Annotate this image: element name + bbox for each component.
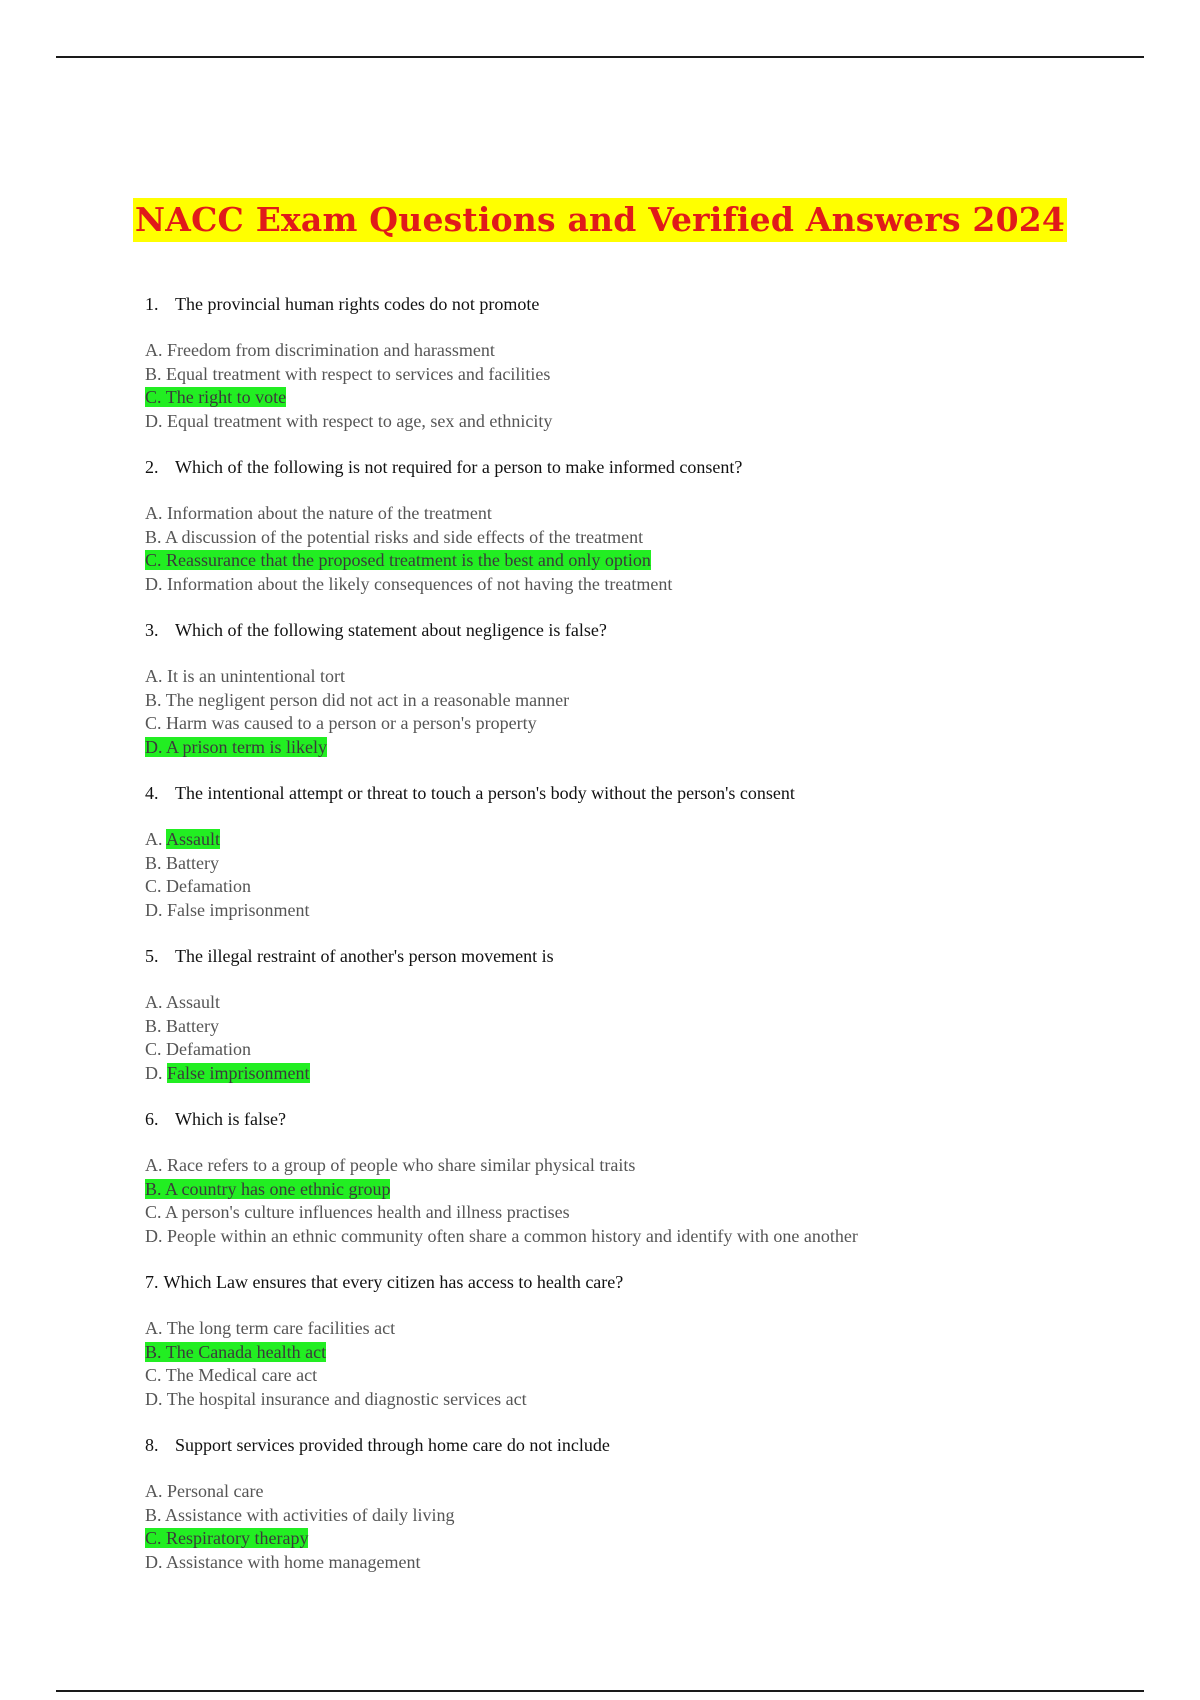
answer-text: The negligent person did not act in a reasonable manner xyxy=(165,689,570,710)
answer-option xyxy=(145,386,1145,410)
answer-option xyxy=(145,689,1145,713)
answer-text: Information about the likely consequences of not having the treatment xyxy=(167,573,673,594)
answer-text: Race refers to a group of people who share similar physical traits xyxy=(167,1155,636,1175)
correct-answer-highlight xyxy=(166,829,220,849)
question-6 xyxy=(145,1108,1145,1271)
correct-answer-highlight xyxy=(145,1179,390,1199)
correct-answer-highlight xyxy=(167,1063,310,1083)
answer-text: Information about the nature of the treatment xyxy=(167,503,492,523)
answer-text: The Medical care act xyxy=(165,1365,318,1385)
answer-letter: D. xyxy=(145,736,163,757)
answer-text: Equal treatment with respect to services and facilities xyxy=(166,363,551,384)
answer-letter: D. xyxy=(145,1388,163,1409)
answer-letter: B. xyxy=(145,689,162,710)
answer-option xyxy=(145,1225,1145,1249)
answer-letter: A. xyxy=(145,666,163,686)
answer-text: Assault xyxy=(166,992,221,1012)
question-8 xyxy=(145,1434,1145,1597)
correct-answer-text: The Canada health act xyxy=(165,1341,327,1362)
question-text-line xyxy=(145,1108,1145,1131)
answer-option xyxy=(145,1504,1145,1528)
answer-letter: A. xyxy=(145,992,163,1012)
correct-answer-text: False imprisonment xyxy=(167,1062,310,1083)
answer-option xyxy=(145,1062,1145,1086)
answer-letter: D. xyxy=(145,899,163,920)
answer-text: Battery xyxy=(166,1015,219,1036)
answer-letter: A. xyxy=(145,829,163,849)
answer-options xyxy=(145,828,1145,922)
question-2 xyxy=(145,456,1145,619)
answer-text: People within an ethnic community often share a common history and identify with one another xyxy=(167,1225,858,1246)
question-4 xyxy=(145,782,1145,945)
answer-text: It is an unintentional tort xyxy=(167,666,345,686)
answer-text: Assistance with home management xyxy=(166,1551,421,1572)
question-text-line xyxy=(145,782,1145,805)
answer-letter: C. xyxy=(145,1528,162,1548)
answer-option xyxy=(145,1154,1145,1178)
answer-letter: B. xyxy=(145,1504,162,1525)
answer-letter: A. xyxy=(145,1318,163,1338)
answer-letter: B. xyxy=(145,1341,162,1362)
answer-letter: A. xyxy=(145,503,163,523)
top-rule xyxy=(56,56,1144,58)
answer-options xyxy=(145,1480,1145,1574)
correct-answer-text: Reassurance that the proposed treatment is the best and only option xyxy=(166,550,651,570)
answer-letter: B. xyxy=(145,1015,162,1036)
answer-text: Defamation xyxy=(166,876,251,896)
correct-answer-highlight xyxy=(145,1528,308,1548)
question-number: 4. xyxy=(145,783,159,803)
answer-option xyxy=(145,991,1145,1015)
answer-text: The long term care facilities act xyxy=(166,1318,396,1338)
question-number: 2. xyxy=(145,457,159,477)
answer-options xyxy=(145,1317,1145,1411)
correct-answer-text: A country has one ethnic group xyxy=(165,1178,391,1199)
question-1 xyxy=(145,293,1145,456)
question-text-line xyxy=(145,619,1145,642)
question-text-line xyxy=(145,1434,1145,1457)
question-7 xyxy=(145,1271,1145,1434)
answer-letter: D. xyxy=(145,1225,163,1246)
answer-option xyxy=(145,1480,1145,1504)
answer-letter: A. xyxy=(145,1155,163,1175)
answer-option xyxy=(145,875,1145,899)
title-container xyxy=(0,198,1200,242)
answer-option xyxy=(145,502,1145,526)
question-number: 6. xyxy=(145,1109,159,1129)
correct-answer-text: Respiratory therapy xyxy=(166,1528,309,1548)
answer-options xyxy=(145,665,1145,759)
answer-option xyxy=(145,1178,1145,1202)
question-text: Which Law ensures that every citizen has access to health care? xyxy=(163,1272,624,1292)
answer-text: Assistance with activities of daily living xyxy=(165,1504,455,1525)
answer-option xyxy=(145,526,1145,550)
answer-letter: A. xyxy=(145,340,163,360)
answer-option xyxy=(145,1015,1145,1039)
correct-answer-highlight xyxy=(145,550,651,570)
question-text: Which of the following is not required for a person to make informed consent? xyxy=(175,457,743,477)
correct-answer-highlight xyxy=(145,387,286,407)
answer-option xyxy=(145,1201,1145,1225)
answer-options xyxy=(145,502,1145,596)
question-number: 5. xyxy=(145,946,159,966)
correct-answer-text: The right to vote xyxy=(165,387,287,407)
answer-options xyxy=(145,991,1145,1085)
answer-letter: B. xyxy=(145,1178,162,1199)
question-5 xyxy=(145,945,1145,1108)
answer-letter: C. xyxy=(145,387,162,407)
answer-letter: B. xyxy=(145,526,162,547)
question-list xyxy=(145,293,1145,1597)
question-text: Which of the following statement about negligence is false? xyxy=(175,620,607,640)
answer-option xyxy=(145,1527,1145,1551)
answer-option xyxy=(145,736,1145,760)
answer-letter: C. xyxy=(145,1202,162,1222)
answer-text: A person's culture influences health and illness practises xyxy=(165,1202,570,1222)
question-text: Support services provided through home care do not include xyxy=(175,1435,610,1455)
correct-answer-text: Assault xyxy=(166,829,221,849)
answer-letter: D. xyxy=(145,573,163,594)
answer-text: Defamation xyxy=(166,1039,251,1059)
question-number: 8. xyxy=(145,1435,159,1455)
answer-letter: D. xyxy=(145,410,163,431)
answer-option xyxy=(145,1388,1145,1412)
answer-options xyxy=(145,1154,1145,1248)
question-text: The provincial human rights codes do not promote xyxy=(175,294,540,314)
correct-answer-highlight xyxy=(145,737,327,757)
question-text-line xyxy=(145,293,1145,316)
document-title: NACC Exam Questions and Verified Answers 2024 xyxy=(133,198,1067,242)
question-number: 7. xyxy=(145,1272,159,1292)
answer-letter: C. xyxy=(145,876,162,896)
answer-option xyxy=(145,410,1145,434)
correct-answer-text: A prison term is likely xyxy=(166,736,328,757)
answer-text: A discussion of the potential risks and side effects of the treatment xyxy=(165,526,644,547)
question-text: The intentional attempt or threat to touch a person's body without the person's consent xyxy=(175,783,795,803)
answer-letter: B. xyxy=(145,363,162,384)
bottom-rule xyxy=(56,1690,1144,1692)
answer-option xyxy=(145,363,1145,387)
question-number: 3. xyxy=(145,620,159,640)
answer-text: Battery xyxy=(166,852,219,873)
answer-option xyxy=(145,1317,1145,1341)
answer-text: False imprisonment xyxy=(167,899,310,920)
answer-option xyxy=(145,665,1145,689)
answer-text: Equal treatment with respect to age, sex and ethnicity xyxy=(167,410,553,431)
question-text-line xyxy=(145,1271,1145,1294)
correct-answer-highlight xyxy=(145,1342,326,1362)
answer-text: Freedom from discrimination and harassment xyxy=(167,340,495,360)
answer-option xyxy=(145,1038,1145,1062)
question-3 xyxy=(145,619,1145,782)
answer-option xyxy=(145,899,1145,923)
answer-option xyxy=(145,1364,1145,1388)
answer-option xyxy=(145,828,1145,852)
answer-option xyxy=(145,573,1145,597)
answer-options xyxy=(145,339,1145,433)
answer-letter: C. xyxy=(145,1039,162,1059)
question-text: The illegal restraint of another's person movement is xyxy=(175,946,554,966)
question-number: 1. xyxy=(145,294,159,314)
answer-option xyxy=(145,852,1145,876)
answer-text: The hospital insurance and diagnostic services act xyxy=(166,1388,527,1409)
question-text-line xyxy=(145,945,1145,968)
answer-option xyxy=(145,1341,1145,1365)
answer-letter: D. xyxy=(145,1062,163,1083)
answer-letter: B. xyxy=(145,852,162,873)
answer-letter: D. xyxy=(145,1551,163,1572)
question-text-line xyxy=(145,456,1145,479)
answer-letter: C. xyxy=(145,550,162,570)
question-text: Which is false? xyxy=(175,1109,286,1129)
answer-option xyxy=(145,1551,1145,1575)
answer-text: Personal care xyxy=(167,1481,264,1501)
answer-letter: A. xyxy=(145,1481,163,1501)
answer-option xyxy=(145,549,1145,573)
answer-option xyxy=(145,339,1145,363)
answer-text: Harm was caused to a person or a person's property xyxy=(166,713,537,733)
answer-letter: C. xyxy=(145,713,162,733)
answer-letter: C. xyxy=(145,1365,162,1385)
answer-option xyxy=(145,712,1145,736)
